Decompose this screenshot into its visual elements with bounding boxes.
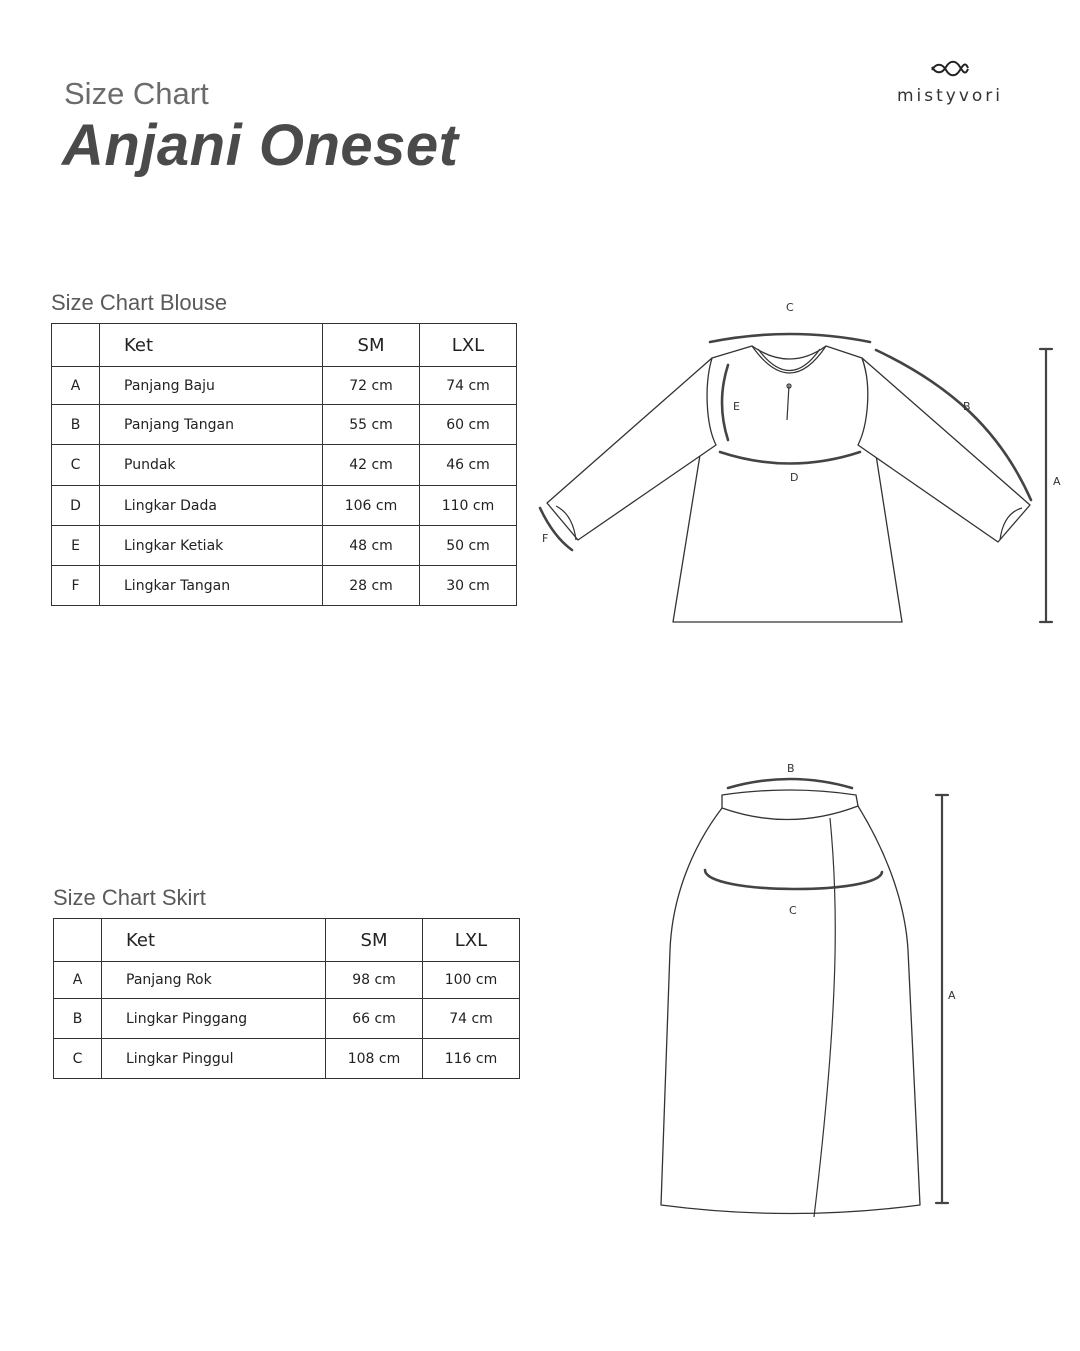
brand-name: mistyvori — [896, 86, 1004, 106]
page-subtitle: Size Chart — [64, 76, 209, 111]
skirt-section-label: Size Chart Skirt — [53, 885, 206, 910]
table-row — [52, 445, 517, 486]
blouse-section-label: Size Chart Blouse — [51, 290, 228, 315]
table-row — [52, 405, 517, 445]
row-code: B — [54, 999, 102, 1039]
row-ket: Panjang Rok — [102, 962, 326, 999]
skirt-size-table — [53, 918, 520, 1079]
brand-logo — [880, 60, 1020, 106]
row-sm: 55 cm — [323, 405, 420, 445]
row-sm: 108 cm — [326, 1039, 423, 1079]
column-header-ket: Ket — [102, 919, 326, 962]
skirt-body-shape — [661, 806, 920, 1214]
table-row — [54, 999, 520, 1039]
row-lxl: 74 cm — [420, 367, 517, 405]
row-ket: Lingkar Ketiak — [100, 526, 323, 566]
blouse-label-b: B — [963, 400, 971, 413]
row-code: B — [52, 405, 100, 445]
blouse-measure-c — [710, 334, 870, 342]
row-ket: Panjang Baju — [100, 367, 323, 405]
skirt-label-a: A — [948, 989, 956, 1002]
row-sm: 66 cm — [326, 999, 423, 1039]
table-header-row — [54, 919, 520, 962]
blouse-label-d: D — [790, 471, 799, 484]
skirt-measure-b — [728, 779, 852, 788]
row-lxl: 100 cm — [423, 962, 520, 999]
row-sm: 106 cm — [323, 486, 420, 526]
row-sm: 72 cm — [323, 367, 420, 405]
blouse-diagram — [530, 290, 1070, 640]
row-lxl: 30 cm — [420, 566, 517, 606]
table-row — [52, 367, 517, 405]
row-lxl: 60 cm — [420, 405, 517, 445]
table-row — [52, 526, 517, 566]
skirt-label-b: B — [787, 762, 795, 775]
row-ket: Lingkar Pinggang — [102, 999, 326, 1039]
row-lxl: 74 cm — [423, 999, 520, 1039]
blouse-label-f: F — [542, 532, 549, 545]
row-code: D — [52, 486, 100, 526]
row-lxl: 116 cm — [423, 1039, 520, 1079]
row-code: C — [52, 445, 100, 486]
table-row — [52, 566, 517, 606]
row-lxl: 110 cm — [420, 486, 517, 526]
column-header-sm: SM — [326, 919, 423, 962]
skirt-diagram — [640, 755, 970, 1230]
row-ket: Lingkar Pinggul — [102, 1039, 326, 1079]
row-sm: 48 cm — [323, 526, 420, 566]
blouse-label-c: C — [786, 301, 794, 314]
table-row — [54, 1039, 520, 1079]
column-header-sm: SM — [323, 324, 420, 367]
row-code: A — [54, 962, 102, 999]
column-header-code — [52, 324, 100, 367]
row-code: A — [52, 367, 100, 405]
table-row — [54, 962, 520, 999]
page-title: Anjani Oneset — [62, 113, 459, 178]
skirt-label-c: C — [789, 904, 797, 917]
column-header-lxl: LXL — [423, 919, 520, 962]
row-code: F — [52, 566, 100, 606]
blouse-label-a: A — [1053, 475, 1061, 488]
column-header-ket: Ket — [100, 324, 323, 367]
row-sm: 98 cm — [326, 962, 423, 999]
blouse-label-e: E — [733, 400, 740, 413]
column-header-lxl: LXL — [420, 324, 517, 367]
row-code: E — [52, 526, 100, 566]
table-header-row — [52, 324, 517, 367]
blouse-size-table — [51, 323, 517, 606]
row-ket: Panjang Tangan — [100, 405, 323, 445]
row-lxl: 46 cm — [420, 445, 517, 486]
row-code: C — [54, 1039, 102, 1079]
row-ket: Lingkar Dada — [100, 486, 323, 526]
column-header-code — [54, 919, 102, 962]
brand-wave-icon — [928, 60, 972, 80]
row-sm: 42 cm — [323, 445, 420, 486]
row-sm: 28 cm — [323, 566, 420, 606]
row-lxl: 50 cm — [420, 526, 517, 566]
row-ket: Lingkar Tangan — [100, 566, 323, 606]
table-row — [52, 486, 517, 526]
row-ket: Pundak — [100, 445, 323, 486]
